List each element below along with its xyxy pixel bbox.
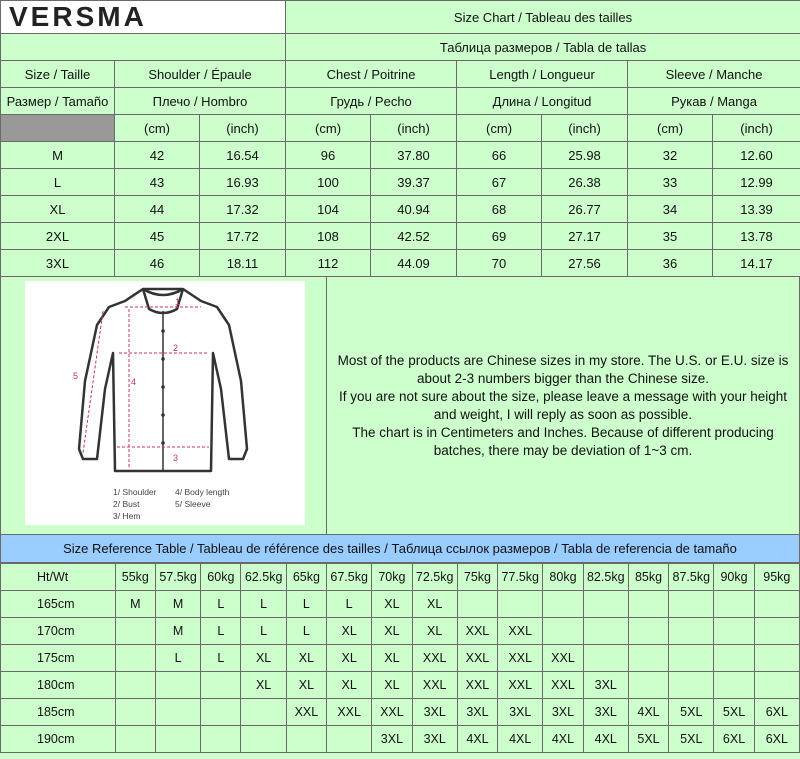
measurement-cell: 32 (628, 142, 713, 169)
recommended-size-cell (754, 645, 799, 672)
measurement-cell: 42 (115, 142, 200, 169)
recommended-size-cell: XXL (457, 672, 497, 699)
measurement-cell: 16.54 (200, 142, 286, 169)
recommended-size-cell (115, 699, 155, 726)
recommended-size-cell: XL (286, 645, 326, 672)
size-row (1, 223, 800, 250)
measurement-cell: 12.60 (713, 142, 800, 169)
measure-number-5: 5 (73, 371, 79, 381)
recommended-size-cell: L (155, 645, 200, 672)
recommended-size-cell: XL (241, 645, 286, 672)
recommended-size-cell: 4XL (498, 726, 543, 753)
recommended-size-cell: XXL (372, 699, 412, 726)
recommended-size-cell (714, 591, 754, 618)
recommended-size-cell: 5XL (669, 699, 714, 726)
size-name-cell: M (1, 142, 115, 169)
recommended-size-cell (583, 618, 628, 645)
weight-header-cell: 70kg (372, 564, 412, 591)
recommended-size-cell: M (155, 591, 200, 618)
measurement-cell: 42.52 (371, 223, 457, 250)
weight-header-cell: 75kg (457, 564, 497, 591)
recommended-size-cell: 6XL (754, 726, 799, 753)
weight-header-cell: 60kg (201, 564, 241, 591)
reference-row (1, 726, 800, 753)
shoulder-header-2: Плечо / Hombro (115, 88, 286, 115)
chest-header-2: Грудь / Pecho (286, 88, 457, 115)
size-name-cell: 2XL (1, 223, 115, 250)
recommended-size-cell (669, 672, 714, 699)
measurement-cell: 14.17 (713, 250, 800, 277)
recommended-size-cell: 6XL (714, 726, 754, 753)
recommended-size-cell: XXL (286, 699, 326, 726)
recommended-size-cell: L (286, 618, 326, 645)
measurement-cell: 70 (457, 250, 542, 277)
note-line: If you are not sure about the size, please leave a message with your height (338, 388, 788, 404)
recommended-size-cell (241, 699, 286, 726)
size-name-cell: XL (1, 196, 115, 223)
shoulder-header: Shoulder / Épaule (115, 61, 286, 88)
weight-header-cell: 67.5kg (327, 564, 372, 591)
recommended-size-cell (115, 645, 155, 672)
recommended-size-cell (498, 591, 543, 618)
recommended-size-cell: 4XL (628, 699, 668, 726)
unit-inch: (inch) (371, 115, 457, 142)
weight-header-cell: 55kg (115, 564, 155, 591)
recommended-size-cell: 3XL (498, 699, 543, 726)
measurement-cell: 43 (115, 169, 200, 196)
unit-blank-cell (1, 115, 115, 142)
legend-sleeve: 5/ Sleeve (175, 499, 211, 509)
recommended-size-cell: 4XL (543, 726, 583, 753)
recommended-size-cell: 4XL (583, 726, 628, 753)
weight-header-cell: 87.5kg (669, 564, 714, 591)
recommended-size-cell (457, 591, 497, 618)
recommended-size-cell: L (201, 645, 241, 672)
reference-row (1, 672, 800, 699)
measurement-cell: 13.78 (713, 223, 800, 250)
shirt-diagram (25, 281, 305, 525)
weight-header-cell: 80kg (543, 564, 583, 591)
recommended-size-cell (669, 618, 714, 645)
recommended-size-cell: XXL (543, 672, 583, 699)
measurement-cell: 17.72 (200, 223, 286, 250)
recommended-size-cell (628, 591, 668, 618)
logo-spacer (1, 34, 286, 61)
size-row (1, 142, 800, 169)
unit-cm: (cm) (628, 115, 713, 142)
legend-bust: 2/ Bust (113, 499, 140, 509)
weight-header-cell: 95kg (754, 564, 799, 591)
measurement-cell: 44 (115, 196, 200, 223)
recommended-size-cell: XXL (327, 699, 372, 726)
recommended-size-cell: M (115, 591, 155, 618)
recommended-size-cell: XXL (543, 645, 583, 672)
recommended-size-cell (754, 672, 799, 699)
weight-header-cell: 65kg (286, 564, 326, 591)
recommended-size-cell (669, 591, 714, 618)
measurement-cell: 44.09 (371, 250, 457, 277)
diagram-cell (1, 277, 327, 534)
recommended-size-cell (115, 618, 155, 645)
measurement-cell: 67 (457, 169, 542, 196)
recommended-size-cell (155, 699, 200, 726)
height-cell: 190cm (1, 726, 116, 753)
recommended-size-cell: L (201, 618, 241, 645)
measurement-cell: 26.38 (542, 169, 628, 196)
recommended-size-cell: 4XL (457, 726, 497, 753)
sleeve-header: Sleeve / Manche (628, 61, 800, 88)
recommended-size-cell (628, 645, 668, 672)
unit-inch: (inch) (542, 115, 628, 142)
measurement-cell: 37.80 (371, 142, 457, 169)
recommended-size-cell (155, 726, 200, 753)
recommended-size-cell (583, 645, 628, 672)
recommended-size-cell (543, 618, 583, 645)
unit-inch: (inch) (713, 115, 800, 142)
recommended-size-cell: XL (241, 672, 286, 699)
recommended-size-cell: 3XL (412, 699, 457, 726)
recommended-size-cell: XL (286, 672, 326, 699)
measure-number-2: 2 (173, 343, 179, 353)
measurement-cell: 26.77 (542, 196, 628, 223)
measurement-cell: 39.37 (371, 169, 457, 196)
measurement-cell: 96 (286, 142, 371, 169)
recommended-size-cell (754, 618, 799, 645)
recommended-size-cell: XXL (498, 618, 543, 645)
recommended-size-cell: XL (372, 618, 412, 645)
recommended-size-cell: XXL (498, 645, 543, 672)
measurement-cell: 100 (286, 169, 371, 196)
recommended-size-cell (543, 591, 583, 618)
recommended-size-cell (327, 726, 372, 753)
recommended-size-cell (201, 726, 241, 753)
recommended-size-cell (201, 672, 241, 699)
recommended-size-cell: 5XL (628, 726, 668, 753)
recommended-size-cell: XL (372, 672, 412, 699)
recommended-size-cell: 5XL (669, 726, 714, 753)
length-header: Length / Longueur (457, 61, 628, 88)
weight-header-cell: 85kg (628, 564, 668, 591)
reference-row (1, 645, 800, 672)
brand-logo: VERSMA (1, 1, 286, 34)
recommended-size-cell (714, 672, 754, 699)
diagram-and-notes (0, 277, 800, 535)
recommended-size-cell (241, 726, 286, 753)
recommended-size-cell: XXL (457, 645, 497, 672)
recommended-size-cell: M (155, 618, 200, 645)
measurement-cell: 112 (286, 250, 371, 277)
recommended-size-cell: L (286, 591, 326, 618)
chart-title-line1: Size Chart / Tableau des tailles (286, 1, 800, 34)
measurement-cell: 108 (286, 223, 371, 250)
recommended-size-cell: 3XL (457, 699, 497, 726)
height-cell: 170cm (1, 618, 116, 645)
note-line: batches, there may be deviation of 1~3 cm. (433, 442, 693, 458)
size-reference-table (0, 563, 800, 753)
size-chart-table (0, 0, 800, 277)
reference-row (1, 618, 800, 645)
reference-row (1, 699, 800, 726)
unit-inch: (inch) (200, 115, 286, 142)
reference-table-title: Size Reference Table / Tableau de référence des tailles / Таблица ссылок размеров / Tabla de referencia de tamaño (0, 535, 800, 563)
recommended-size-cell (754, 591, 799, 618)
measure-number-1: 1 (175, 297, 181, 307)
recommended-size-cell: L (201, 591, 241, 618)
measurement-cell: 27.56 (542, 250, 628, 277)
weight-header-cell: 62.5kg (241, 564, 286, 591)
measurement-cell: 35 (628, 223, 713, 250)
weight-header-cell: 82.5kg (583, 564, 628, 591)
measurement-cell: 16.93 (200, 169, 286, 196)
height-cell: 175cm (1, 645, 116, 672)
measure-number-3: 3 (173, 453, 179, 463)
measurement-cell: 104 (286, 196, 371, 223)
measurement-cell: 12.99 (713, 169, 800, 196)
recommended-size-cell: XL (327, 672, 372, 699)
recommended-size-cell (115, 672, 155, 699)
unit-cm: (cm) (115, 115, 200, 142)
recommended-size-cell: 3XL (583, 672, 628, 699)
measurement-cell: 34 (628, 196, 713, 223)
measurement-cell: 46 (115, 250, 200, 277)
note-line: Most of the products are Chinese sizes in my store. The U.S. or E.U. size is (337, 352, 789, 368)
size-name-cell: 3XL (1, 250, 115, 277)
measurement-cell: 36 (628, 250, 713, 277)
measure-number-4: 4 (131, 377, 137, 387)
sleeve-header-2: Рукав / Manga (628, 88, 800, 115)
legend-shoulder: 1/ Shoulder (113, 487, 157, 497)
measurement-cell: 13.39 (713, 196, 800, 223)
measurement-cell: 45 (115, 223, 200, 250)
recommended-size-cell: XL (412, 591, 457, 618)
recommended-size-cell (115, 726, 155, 753)
height-cell: 185cm (1, 699, 116, 726)
recommended-size-cell: 3XL (543, 699, 583, 726)
measurement-cell: 17.32 (200, 196, 286, 223)
note-line: The chart is in Centimeters and Inches. Because of different producing (352, 424, 774, 440)
height-cell: 165cm (1, 591, 116, 618)
weight-header-cell: 90kg (714, 564, 754, 591)
recommended-size-cell: XL (412, 618, 457, 645)
chart-title-line2: Таблица размеров / Tabla de tallas (286, 34, 800, 61)
height-weight-corner: Ht/Wt (1, 564, 116, 591)
weight-header-cell: 57.5kg (155, 564, 200, 591)
recommended-size-cell: 3XL (583, 699, 628, 726)
chest-header: Chest / Poitrine (286, 61, 457, 88)
recommended-size-cell (714, 618, 754, 645)
shirt-measure-icon (25, 281, 305, 525)
length-header-2: Длина / Longitud (457, 88, 628, 115)
reference-row (1, 591, 800, 618)
recommended-size-cell: XL (372, 645, 412, 672)
recommended-size-cell: L (327, 591, 372, 618)
measurement-cell: 66 (457, 142, 542, 169)
size-row (1, 169, 800, 196)
size-row (1, 196, 800, 223)
recommended-size-cell: XXL (498, 672, 543, 699)
weight-header-cell: 77.5kg (498, 564, 543, 591)
recommended-size-cell (628, 672, 668, 699)
recommended-size-cell (201, 699, 241, 726)
measurement-cell: 40.94 (371, 196, 457, 223)
recommended-size-cell (286, 726, 326, 753)
legend-hem: 3/ Hem (113, 511, 141, 521)
size-label-1: Size / Taille (1, 61, 115, 88)
measurement-cell: 27.17 (542, 223, 628, 250)
recommended-size-cell: 3XL (412, 726, 457, 753)
recommended-size-cell: XXL (457, 618, 497, 645)
recommended-size-cell: L (241, 591, 286, 618)
recommended-size-cell: XL (327, 645, 372, 672)
weight-header-cell: 72.5kg (412, 564, 457, 591)
recommended-size-cell: XXL (412, 645, 457, 672)
recommended-size-cell: XL (372, 591, 412, 618)
size-row (1, 250, 800, 277)
note-line: about 2-3 numbers bigger than the Chinese size. (417, 370, 709, 386)
recommended-size-cell (714, 645, 754, 672)
recommended-size-cell (669, 645, 714, 672)
recommended-size-cell: XXL (412, 672, 457, 699)
measurement-cell: 33 (628, 169, 713, 196)
note-line: and weight, I will reply as soon as possible. (433, 406, 693, 422)
unit-cm: (cm) (286, 115, 371, 142)
height-cell: 180cm (1, 672, 116, 699)
recommended-size-cell: L (241, 618, 286, 645)
size-label-2: Размер / Tamaño (1, 88, 115, 115)
measurement-cell: 68 (457, 196, 542, 223)
recommended-size-cell: 6XL (754, 699, 799, 726)
legend-body-length: 4/ Body length (175, 487, 230, 497)
size-notes (327, 277, 799, 534)
measurement-cell: 69 (457, 223, 542, 250)
measurement-cell: 18.11 (200, 250, 286, 277)
recommended-size-cell: XL (327, 618, 372, 645)
recommended-size-cell: 3XL (372, 726, 412, 753)
measurement-cell: 25.98 (542, 142, 628, 169)
recommended-size-cell: 5XL (714, 699, 754, 726)
unit-cm: (cm) (457, 115, 542, 142)
recommended-size-cell (155, 672, 200, 699)
size-name-cell: L (1, 169, 115, 196)
recommended-size-cell (583, 591, 628, 618)
recommended-size-cell (628, 618, 668, 645)
